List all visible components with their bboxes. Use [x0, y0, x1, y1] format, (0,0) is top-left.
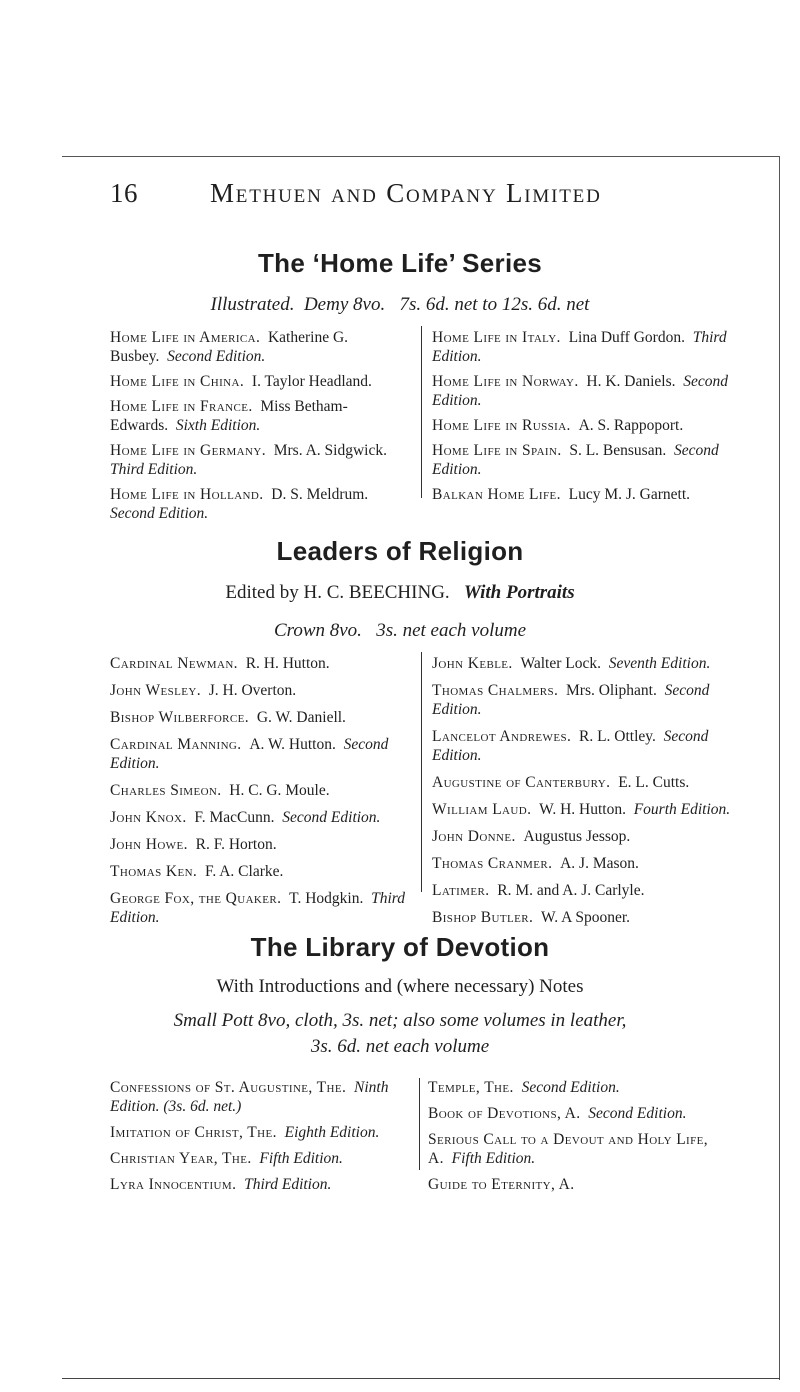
entry-edition: Seventh Edition.	[608, 655, 711, 672]
catalogue-entry	[428, 1078, 734, 1097]
entry-edition: Third Edition.	[110, 461, 198, 478]
catalogue-entry	[110, 654, 410, 673]
entry-author: Katherine G. Busbey.	[110, 329, 349, 365]
catalogue-entry	[428, 1175, 734, 1194]
catalogue-entry	[110, 835, 410, 854]
devotion-intro: With Introductions and (where necessary) Notes	[216, 976, 584, 997]
catalogue-entry	[428, 1130, 734, 1168]
catalogue-entry	[110, 681, 410, 700]
home-life-heading: The ‘Home Life’ Series	[257, 248, 543, 278]
entry-edition: Second Edition.	[167, 348, 266, 365]
catalogue-entry	[110, 1123, 410, 1142]
column-divider	[419, 1078, 420, 1170]
column-divider	[421, 652, 422, 892]
page-number: 16	[110, 178, 138, 208]
entry-title: Home Life in Germany.	[110, 442, 266, 459]
entry-title: Thomas Ken.	[110, 863, 198, 880]
catalogue-entry	[432, 727, 734, 765]
catalogue-entry	[110, 441, 408, 479]
entry-title: Lyra Innocentium.	[110, 1176, 237, 1193]
entry-title: Thomas Cranmer.	[432, 855, 553, 872]
entry-title: Home Life in Russia.	[432, 417, 571, 434]
entry-author: Mrs. A. Sidgwick.	[273, 442, 387, 459]
catalogue-entry	[110, 781, 410, 800]
entry-title: Balkan Home Life.	[432, 486, 561, 503]
entry-title: Home Life in Norway.	[432, 373, 579, 390]
entry-author: Lucy M. J. Garnett.	[568, 486, 691, 503]
entry-edition: Second Edition.	[432, 373, 729, 409]
running-title: Methuen and Company Limited	[210, 178, 602, 208]
home-life-illustrated: Illustrated.	[210, 294, 295, 315]
entry-author: J. H. Overton.	[208, 682, 297, 699]
entry-author: H. C. G. Moule.	[229, 782, 330, 799]
religion-price: 3s. net each volume	[376, 620, 527, 641]
catalogue-entry	[110, 1078, 410, 1116]
entry-author: F. A. Clarke.	[204, 863, 284, 880]
religion-editor-line	[0, 582, 800, 604]
entry-author: Lina Duff Gordon.	[568, 329, 685, 346]
entry-author: R. F. Horton.	[195, 836, 277, 853]
entry-author: Mrs. Oliphant.	[566, 682, 657, 699]
home-life-format-line	[0, 294, 800, 316]
entry-title: Home Life in Spain.	[432, 442, 562, 459]
bottom-rule	[62, 1378, 780, 1379]
entry-edition: Second Edition.	[282, 809, 381, 826]
catalogue-entry	[110, 397, 408, 435]
entry-title: Lancelot Andrewes.	[432, 728, 572, 745]
catalogue-entry	[110, 708, 410, 727]
entry-title: Home Life in Italy.	[432, 329, 561, 346]
entry-author: A. W. Hutton.	[249, 736, 336, 753]
entry-author: T. Hodgkin.	[289, 890, 364, 907]
entry-edition: Third Edition.	[432, 329, 727, 365]
catalogue-entry	[432, 881, 734, 900]
entry-title: Temple, The.	[428, 1079, 514, 1096]
catalogue-entry	[432, 773, 734, 792]
entry-author: A. S. Rappoport.	[578, 417, 684, 434]
home-life-size: Demy 8vo.	[303, 294, 386, 315]
entry-title: Guide to Eternity, A.	[428, 1176, 575, 1193]
catalogue-entry	[110, 862, 410, 881]
catalogue-entry	[432, 485, 732, 504]
home-life-right-column	[432, 328, 732, 510]
entry-title: Charles Simeon.	[110, 782, 222, 799]
entry-title: Home Life in China.	[110, 373, 245, 390]
entry-title: John Howe.	[110, 836, 188, 853]
entry-author: W. A Spooner.	[541, 909, 631, 926]
entry-title: Latimer.	[432, 882, 490, 899]
entry-author: F. MacCunn.	[194, 809, 275, 826]
entry-edition: Second Edition.	[588, 1105, 687, 1122]
catalogue-entry	[110, 808, 410, 827]
religion-editor: Edited by H. C. BEECHING.	[225, 582, 450, 603]
entry-edition: Fifth Edition.	[259, 1150, 343, 1167]
entry-title: Thomas Chalmers.	[432, 682, 559, 699]
entry-title: John Wesley.	[110, 682, 201, 699]
entry-title: Christian Year, The.	[110, 1150, 252, 1167]
entry-author: E. L. Cutts.	[618, 774, 690, 791]
catalogue-entry	[110, 735, 410, 773]
catalogue-entry	[428, 1104, 734, 1123]
entry-title: Augustine of Canterbury.	[432, 774, 611, 791]
devotion-heading: The Library of Devotion	[250, 932, 550, 962]
entry-title: Home Life in Holland.	[110, 486, 264, 503]
catalogue-entry	[110, 328, 408, 366]
entry-author: R. L. Ottley.	[579, 728, 656, 745]
entry-author: W. H. Hutton.	[539, 801, 626, 818]
catalogue-entry	[432, 800, 734, 819]
religion-left-column	[110, 654, 410, 935]
entry-edition: Second Edition.	[432, 682, 710, 718]
entry-title: Imitation of Christ, The.	[110, 1124, 277, 1141]
entry-edition: Second Edition.	[110, 736, 389, 772]
catalogue-entry	[110, 485, 408, 523]
catalogue-entry	[432, 854, 734, 873]
religion-format-line	[0, 620, 800, 642]
entry-author: R. H. Hutton.	[245, 655, 330, 672]
entry-edition: Fourth Edition.	[633, 801, 731, 818]
catalogue-entry	[110, 1175, 410, 1194]
catalogue-entry	[432, 328, 732, 366]
entry-edition: Second Edition.	[432, 728, 709, 764]
entry-author: I. Taylor Headland.	[251, 373, 372, 390]
religion-format: Crown 8vo.	[273, 620, 362, 641]
catalogue-entry	[432, 441, 732, 479]
catalogue-entry	[110, 1149, 410, 1168]
entry-title: John Knox.	[110, 809, 187, 826]
home-life-price: 7s. 6d. net to 12s. 6d. net	[399, 294, 590, 315]
entry-title: Bishop Wilberforce.	[110, 709, 250, 726]
catalogue-entry	[432, 372, 732, 410]
entry-edition: Fifth Edition.	[451, 1150, 536, 1167]
entry-edition: Third Edition.	[110, 890, 405, 926]
home-life-left-column	[110, 328, 408, 529]
catalogue-entry	[432, 654, 734, 673]
top-rule	[62, 156, 780, 157]
entry-author: G. W. Daniell.	[256, 709, 346, 726]
devotion-format-line-1: Small Pott 8vo, cloth, 3s. net; also some volumes in leather,	[173, 1010, 627, 1031]
entry-title: Serious Call to a Devout and Holy Life, A.	[428, 1131, 709, 1167]
entry-title: John Donne.	[432, 828, 516, 845]
entry-title: Home Life in France.	[110, 398, 253, 415]
catalogue-entry	[110, 372, 408, 391]
catalogue-entry	[432, 908, 734, 927]
catalogue-entry	[432, 681, 734, 719]
religion-right-column	[432, 654, 734, 935]
religion-heading: Leaders of Religion	[276, 536, 524, 566]
right-rule	[779, 157, 780, 1380]
entry-author: Miss Betham-Edwards.	[110, 398, 348, 434]
catalogue-entry	[432, 416, 732, 435]
entry-title: Cardinal Manning.	[110, 736, 242, 753]
entry-edition: Ninth Edition. (3s. 6d. net.)	[110, 1079, 389, 1115]
entry-edition: Sixth Edition.	[175, 417, 261, 434]
running-head	[110, 178, 730, 218]
religion-portraits: With Portraits	[463, 582, 575, 603]
entry-author: Walter Lock.	[520, 655, 601, 672]
entry-title: Home Life in America.	[110, 329, 261, 346]
entry-edition: Eighth Edition.	[284, 1124, 380, 1141]
entry-title: William Laud.	[432, 801, 532, 818]
entry-edition: Second Edition.	[110, 505, 209, 522]
entry-author: A. J. Mason.	[560, 855, 639, 872]
entry-author: Augustus Jessop.	[523, 828, 631, 845]
column-divider	[421, 326, 422, 498]
entry-author: H. K. Daniels.	[586, 373, 676, 390]
devotion-format-line-2: 3s. 6d. net each volume	[310, 1036, 490, 1057]
devotion-right-column	[428, 1078, 734, 1201]
entry-author: S. L. Bensusan.	[569, 442, 667, 459]
entry-title: Cardinal Newman.	[110, 655, 238, 672]
entry-edition: Third Edition.	[244, 1176, 332, 1193]
entry-edition: Second Edition.	[521, 1079, 620, 1096]
entry-author: R. M. and A. J. Carlyle.	[497, 882, 645, 899]
catalogue-entry	[110, 889, 410, 927]
devotion-left-column	[110, 1078, 410, 1201]
entry-title: Confessions of St. Augustine, The.	[110, 1079, 347, 1096]
entry-title: George Fox, the Quaker.	[110, 890, 282, 907]
catalogue-entry	[432, 827, 734, 846]
entry-title: John Keble.	[432, 655, 513, 672]
entry-title: Book of Devotions, A.	[428, 1105, 581, 1122]
entry-author: D. S. Meldrum.	[271, 486, 369, 503]
entry-edition: Second Edition.	[432, 442, 719, 478]
entry-title: Bishop Butler.	[432, 909, 534, 926]
